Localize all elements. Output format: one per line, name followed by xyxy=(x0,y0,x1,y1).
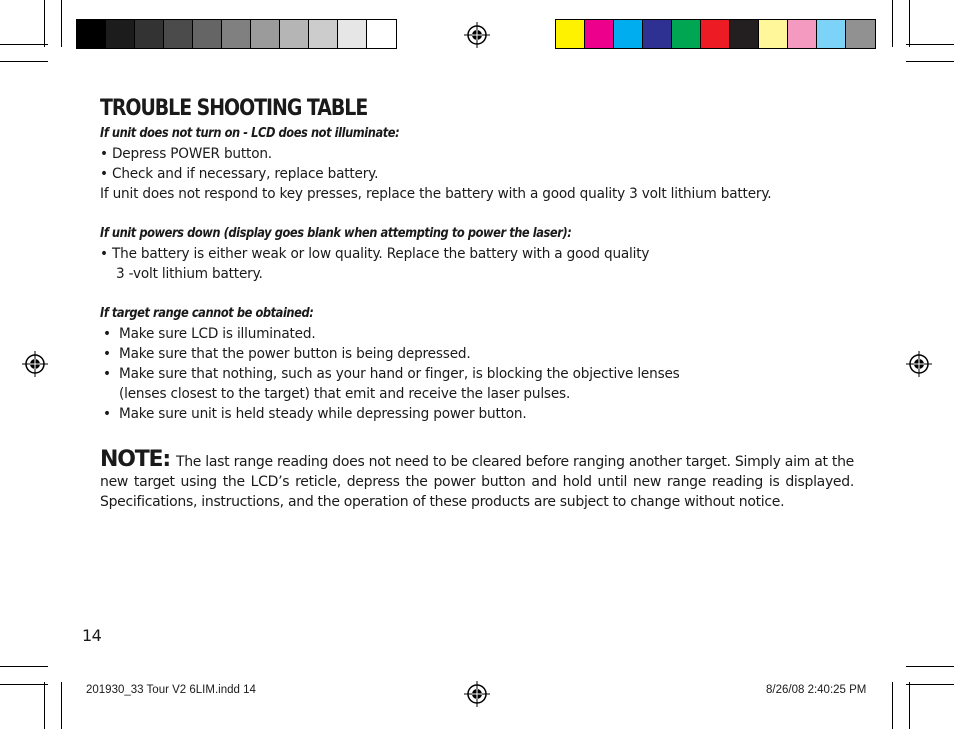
page-number: 14 xyxy=(82,626,102,645)
color-swatch xyxy=(193,20,222,48)
section-heading: If unit powers down (display goes blank when attempting to power the laser): xyxy=(100,226,572,241)
crop-mark xyxy=(61,0,62,47)
body-line: If unit does not respond to key presses, replace the battery with a good quality 3 volt lithium battery. xyxy=(100,186,772,202)
crop-mark xyxy=(0,684,48,685)
slug-filename: 201930_33 Tour V2 6LIM.indd 14 xyxy=(86,684,256,696)
grayscale-color-bar xyxy=(76,19,397,49)
crop-mark xyxy=(909,0,910,47)
color-swatch xyxy=(135,20,164,48)
registration-mark-icon xyxy=(22,351,48,377)
bullet-symbol: • xyxy=(103,406,111,422)
color-swatch xyxy=(817,20,846,48)
process-color-bar xyxy=(555,19,876,49)
color-swatch xyxy=(759,20,788,48)
registration-mark-icon xyxy=(906,351,932,377)
color-swatch xyxy=(614,20,643,48)
color-swatch xyxy=(222,20,251,48)
color-swatch xyxy=(309,20,338,48)
color-swatch xyxy=(367,20,396,48)
color-swatch xyxy=(556,20,585,48)
crop-mark xyxy=(906,61,954,62)
crop-mark xyxy=(0,666,48,667)
color-swatch xyxy=(672,20,701,48)
color-swatch xyxy=(788,20,817,48)
color-swatch xyxy=(846,20,875,48)
color-swatch xyxy=(280,20,309,48)
section-heading: If unit does not turn on - LCD does not illuminate: xyxy=(100,126,400,141)
registration-mark-icon xyxy=(464,22,490,48)
note-text: The last range reading does not need to be cleared before ranging another target. Simply aim at the new target using the LCD’s reticle, depress the power button and hold until new range reading is displayed. Specifications, instructions, and the operation of these products are subject to change without notice. xyxy=(100,454,854,510)
crop-mark xyxy=(44,0,45,47)
note-paragraph xyxy=(100,447,854,512)
bullet-continuation: (lenses closest to the target) that emit and receive the laser pulses. xyxy=(119,386,571,402)
bullet-symbol: • xyxy=(103,366,111,382)
crop-mark xyxy=(0,61,48,62)
color-swatch xyxy=(701,20,730,48)
bullet-item: Make sure that nothing, such as your hand or finger, is blocking the objective lenses xyxy=(119,366,680,382)
color-swatch xyxy=(164,20,193,48)
color-swatch xyxy=(730,20,759,48)
body-line: • The battery is either weak or low quality. Replace the battery with a good quality xyxy=(100,246,650,262)
color-swatch xyxy=(585,20,614,48)
section-heading: If target range cannot be obtained: xyxy=(100,306,314,321)
body-line: • Depress POWER button. xyxy=(100,146,272,162)
body-line: • Check and if necessary, replace battery. xyxy=(100,166,379,182)
color-swatch xyxy=(77,20,106,48)
crop-mark xyxy=(0,44,48,45)
crop-mark xyxy=(906,44,954,45)
bullet-symbol: • xyxy=(103,346,111,362)
crop-mark xyxy=(906,666,954,667)
bullet-item: Make sure unit is held steady while depressing power button. xyxy=(119,406,527,422)
color-swatch xyxy=(106,20,135,48)
crop-mark xyxy=(892,0,893,47)
color-swatch xyxy=(643,20,672,48)
crop-mark xyxy=(906,684,954,685)
bullet-item: Make sure that the power button is being depressed. xyxy=(119,346,471,362)
color-swatch xyxy=(251,20,280,48)
crop-mark xyxy=(909,682,910,729)
note-label: NOTE: xyxy=(100,447,170,472)
body-line: 3 -volt lithium battery. xyxy=(116,266,263,282)
bullet-symbol: • xyxy=(103,326,111,342)
crop-mark xyxy=(892,682,893,729)
crop-mark xyxy=(44,682,45,729)
color-swatch xyxy=(338,20,367,48)
bullet-item: Make sure LCD is illuminated. xyxy=(119,326,316,342)
registration-mark-icon xyxy=(464,681,490,707)
crop-mark xyxy=(61,682,62,729)
page-title: TROUBLE SHOOTING TABLE xyxy=(100,96,368,121)
slug-timestamp: 8/26/08 2:40:25 PM xyxy=(766,684,867,696)
